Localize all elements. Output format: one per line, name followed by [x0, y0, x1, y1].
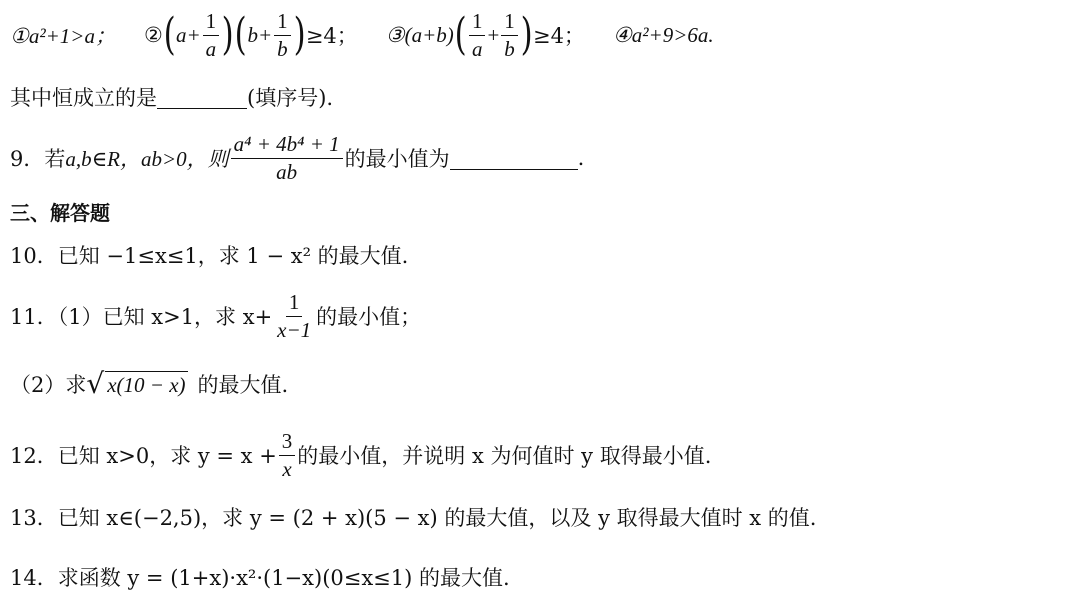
question-12: 12．已知 x>0，求 y = x + $\frac{3}{x}$ 的最小值，并说明 x 为何值时 y 取得最小值. — [10, 429, 712, 481]
option-4: ④a²+9>6a. — [612, 22, 714, 47]
q9-fraction: $\frac{\text{a⁴ + 4b⁴ + 1}}{ab}$ — [231, 132, 343, 183]
option-2: ② ( a+ $\frac{1}{a}$ ) ( b+ $\frac{1}{b}$ ) ≥4； — [143, 9, 358, 61]
question-11-part-2: （2）求 √ x(10 − x) 的最大值. — [10, 367, 289, 400]
options-line — [10, 4, 714, 66]
question-9: 9．若 a,b∈R，ab>0，则 $\frac{\text{a⁴ + 4b⁴ + 1}}{ab}$ 的最小值为 . — [10, 132, 585, 184]
q11-fraction: $\frac{1}{x-1}$ — [277, 290, 312, 342]
section-heading: 三、解答题 — [10, 200, 110, 225]
option-3: ③(a+b) ( $\frac{1}{a}$ + $\frac{1}{b}$ ) ≥4； — [385, 9, 585, 61]
question-13: 13．已知 x∈(−2,5)，求 y = (2 + x)(5 − x) 的最大值，以及 y 取得最大值时 x 的值. — [10, 506, 817, 530]
question-10: 10．已知 −1≤x≤1，求 1 − x² 的最大值. — [10, 244, 409, 268]
answer-blank — [157, 86, 247, 109]
q12-fraction: $\frac{3}{x}$ — [279, 429, 296, 480]
square-root: √ x(10 − x) — [86, 367, 186, 400]
option-1: ①a²+1>a； — [10, 24, 116, 48]
question-11-part-1: 11．（1）已知 x>1，求 x+ $\frac{1}{x-1}$ 的最小值； — [10, 290, 422, 342]
answer-blank — [450, 147, 578, 170]
question-14: 14．求函数 y = (1+x)·x²·(1−x)(0≤x≤1) 的最大值. — [10, 566, 510, 590]
question-8-tail: 其中恒成立的是 (填序号). — [10, 86, 334, 110]
